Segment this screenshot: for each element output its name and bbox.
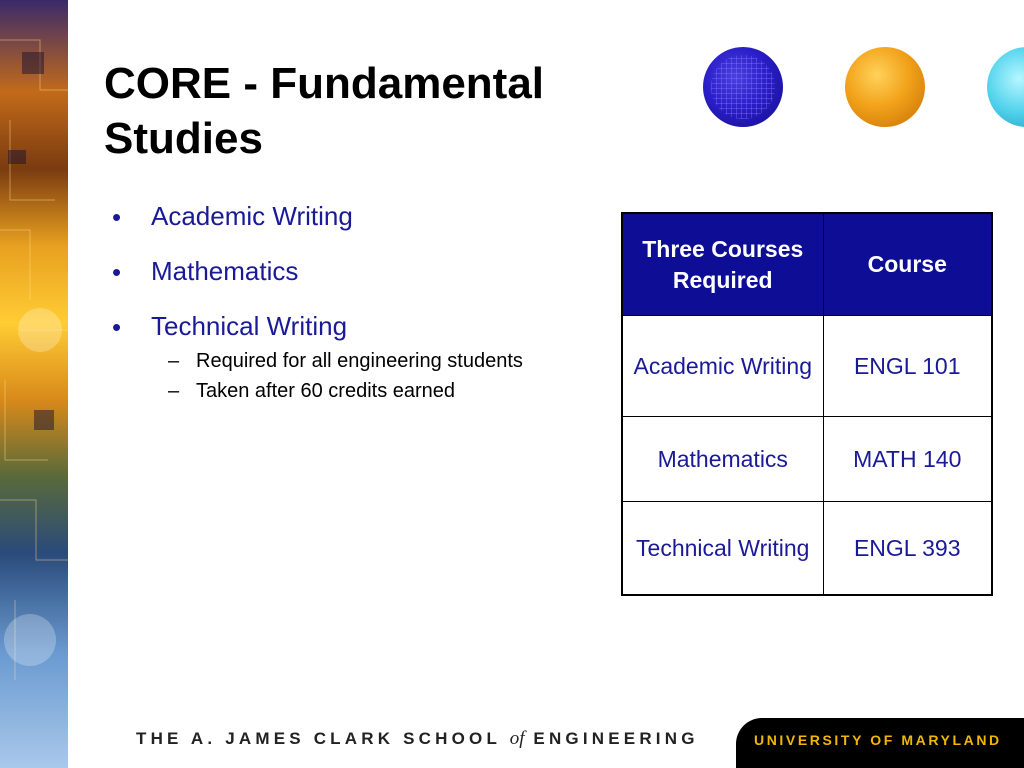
table-cell-course: ENGL 393 <box>823 502 992 596</box>
bullet-marker: • <box>112 202 122 232</box>
university-banner <box>736 718 1024 768</box>
sub-bullet-list <box>112 346 592 406</box>
bullet-marker: • <box>112 312 122 342</box>
sub-bullet-marker: – <box>168 350 180 372</box>
sub-bullet-text: Required for all engineering students <box>196 350 523 372</box>
course-table <box>621 212 993 596</box>
sub-bullet-text: Taken after 60 credits earned <box>196 380 456 402</box>
blue-orb-decoration <box>703 47 783 127</box>
header-course: Course <box>823 213 992 316</box>
bullet-text: Academic Writing <box>151 201 353 231</box>
university-name: UNIVERSITY OF MARYLAND <box>754 732 1002 748</box>
circuit-collage-image <box>0 0 68 768</box>
sub-bullet-item <box>168 376 592 406</box>
table-row <box>622 417 992 502</box>
bullet-item <box>112 255 592 287</box>
bullet-item <box>112 310 592 406</box>
orange-orb-decoration <box>845 47 925 127</box>
table-cell-course: MATH 140 <box>823 417 992 502</box>
slide-title: CORE - Fundamental Studies <box>104 59 545 163</box>
bullet-list <box>112 200 592 429</box>
school-name-of: of <box>509 728 525 749</box>
table-cell-requirement: Technical Writing <box>622 502 823 596</box>
sub-bullet-item <box>168 346 592 376</box>
table-row <box>622 316 992 417</box>
school-name-pre: THE A. JAMES CLARK SCHOOL <box>136 729 501 748</box>
table-header-row <box>622 213 992 316</box>
bullet-text: Technical Writing <box>151 311 348 341</box>
bullet-marker: • <box>112 257 122 287</box>
cyan-orb-decoration <box>987 47 1024 127</box>
header-requirement: Three Courses Required <box>622 213 823 316</box>
school-name-post: ENGINEERING <box>533 729 699 748</box>
bullet-item <box>112 200 592 232</box>
sub-bullet-marker: – <box>168 380 180 402</box>
bullet-text: Mathematics <box>151 256 299 286</box>
decorative-side-image <box>0 0 68 768</box>
school-name-footer <box>136 728 699 750</box>
table-cell-requirement: Academic Writing <box>622 316 823 417</box>
table-cell-course: ENGL 101 <box>823 316 992 417</box>
table-cell-requirement: Mathematics <box>622 417 823 502</box>
table-row <box>622 502 992 596</box>
